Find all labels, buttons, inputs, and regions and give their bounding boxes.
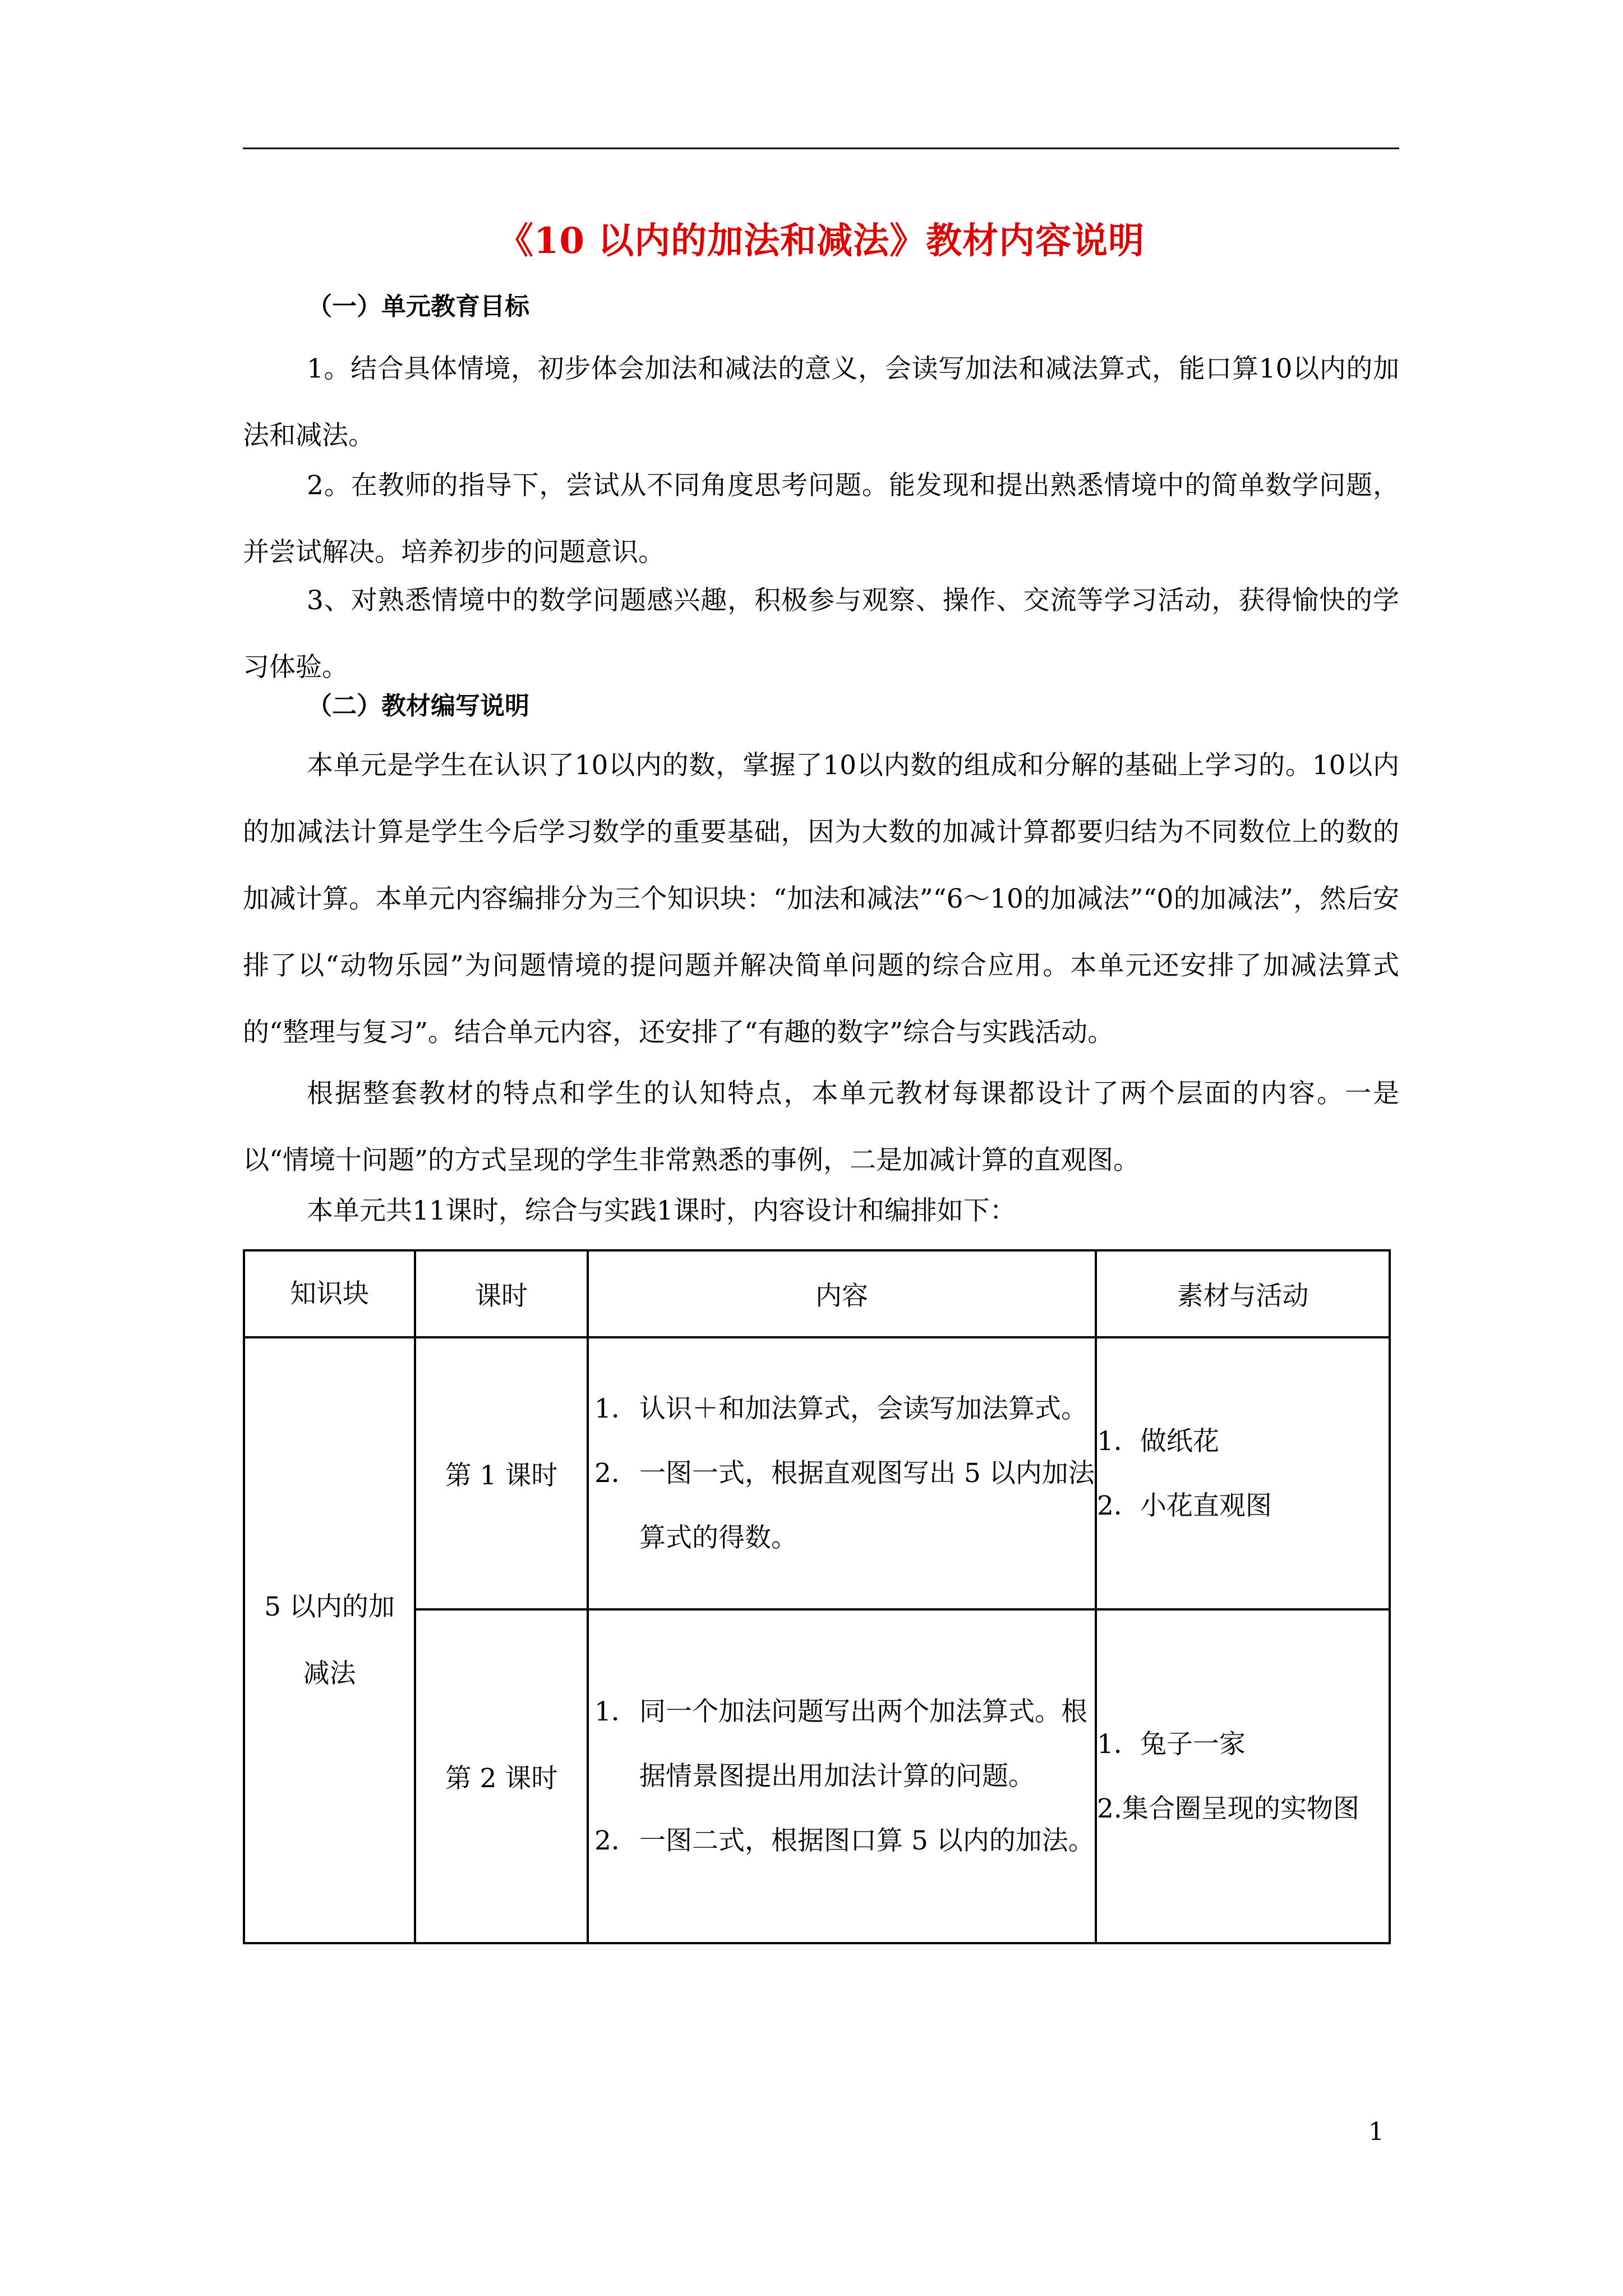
goal-paragraph-1: 1。结合具体情境，初步体会加法和减法的意义，会读写加法和减法算式，能口算10以内的加法和减法。 <box>243 353 1399 451</box>
list-item: 1． 同一个加法问题写出两个加法算式。根据情景图提出用加法计算的问题。 <box>594 1696 1087 1792</box>
lesson-schedule-table <box>243 1249 1391 1944</box>
content-cell <box>588 1337 1096 1609</box>
content-list <box>589 1680 1095 1873</box>
table-row <box>244 1609 1390 1943</box>
section-heading-notes: （二）教材编写说明 <box>307 692 529 720</box>
list-item: 1． 兔子一家 <box>1097 1728 1246 1760</box>
notes-paragraph-2: 根据整套教材的特点和学生的认知特点，本单元教材每课都设计了两个层面的内容。一是以“情境十问题”的方式呈现的学生非常熟悉的事例，二是加减计算的直观图。 <box>243 1078 1399 1176</box>
lesson-cell: 第 1 课时 <box>415 1337 588 1609</box>
list-item: 2． 一图二式，根据图口算 5 以内的加法。 <box>594 1825 1095 1856</box>
materials-list <box>1097 1712 1389 1841</box>
header-knowledge-block: 知识块 <box>244 1250 415 1337</box>
goal-paragraph-3: 3、对熟悉情境中的数学问题感兴趣，积极参与观察、操作、交流等学习活动，获得愉快的学习体验。 <box>243 585 1399 683</box>
section-heading-goals: （一）单元教育目标 <box>307 292 529 321</box>
knowledge-block-cell: 5 以内的加减法 <box>244 1337 415 1943</box>
content-cell <box>588 1609 1096 1943</box>
header-content: 内容 <box>588 1250 1096 1337</box>
header-lesson: 课时 <box>415 1250 588 1337</box>
list-item: 2. 集合圈呈现的实物图 <box>1097 1793 1359 1824</box>
materials-cell <box>1096 1609 1390 1943</box>
header-materials: 素材与活动 <box>1096 1250 1390 1337</box>
table-header-row <box>244 1250 1390 1337</box>
document-title: 《10 以内的加法和减法》教材内容说明 <box>497 220 1145 262</box>
goal-paragraph-2: 2。在教师的指导下，尝试从不同角度思考问题。能发现和提出熟悉情境中的简单数学问题，并尝试解决。培养初步的问题意识。 <box>243 470 1399 568</box>
table-row <box>244 1337 1390 1609</box>
list-item: 1． 做纸花 <box>1097 1425 1219 1457</box>
materials-list <box>1097 1409 1389 1538</box>
header-rule <box>243 148 1399 149</box>
list-item: 1． 认识＋和加法算式，会读写加法算式。 <box>594 1393 1087 1424</box>
materials-cell <box>1096 1337 1390 1609</box>
page-number: 1 <box>1368 2118 1384 2146</box>
list-item: 2． 一图一式，根据直观图写出 5 以内加法算式的得数。 <box>594 1458 1095 1553</box>
notes-paragraph-1: 本单元是学生在认识了10以内的数，掌握了10以内数的组成和分解的基础上学习的。10以内的加减法计算是学生今后学习数学的重要基础，因为大数的加减计算都要归结为不同数位上的数的加减计算。本单元内容编排分为三个知识块：“加法和减法”“6～10的加减法”“0的加减法”，然后安排了以“动物乐园”为问题情境的提问题并解决简单问题的综合应用。本单元还安排了加减法算式的“整理与复习”。结合单元内容，还安排了“有趣的数字”综合与实践活动。 <box>243 750 1399 1048</box>
lesson-cell: 第 2 课时 <box>415 1609 588 1943</box>
list-item: 2． 小花直观图 <box>1097 1490 1272 1521</box>
content-list <box>589 1377 1095 1570</box>
notes-paragraph-3: 本单元共11课时，综合与实践1课时，内容设计和编排如下： <box>307 1195 1016 1226</box>
